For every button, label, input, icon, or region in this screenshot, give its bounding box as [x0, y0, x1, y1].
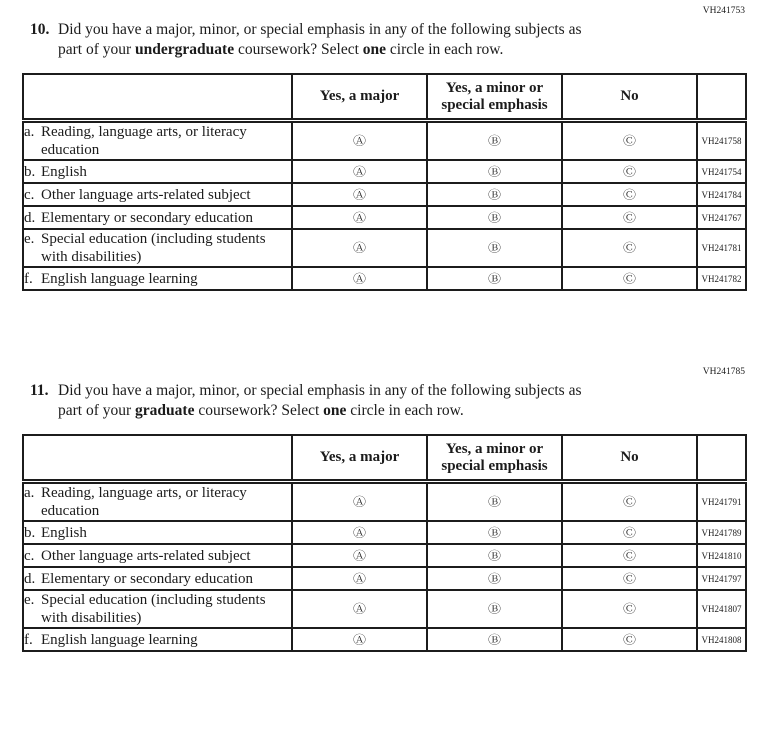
- row-label: Elementary or secondary education: [41, 570, 253, 587]
- row-label-cell: [23, 267, 292, 290]
- answer-bubble-yes-a-major[interactable]: Ⓐ: [352, 211, 366, 225]
- emphasized-text: one: [362, 41, 387, 58]
- answer-cell-no: [562, 544, 697, 567]
- table-row: [23, 229, 746, 267]
- question-10-accession-code: VH241753: [702, 6, 745, 16]
- answer-bubble-no[interactable]: Ⓒ: [622, 272, 636, 286]
- row-accession-code: VH241808: [697, 628, 746, 651]
- row-label-wrap: [24, 631, 291, 649]
- row-label-wrap: [24, 123, 291, 159]
- answer-bubble-no[interactable]: Ⓒ: [622, 633, 636, 647]
- question-11-text: [30, 381, 731, 421]
- answer-bubble-no[interactable]: Ⓒ: [622, 526, 636, 540]
- table-row: [23, 183, 746, 206]
- answer-cell-yes-a-minor-or-special-emphasis: [427, 206, 562, 229]
- question-text-segment: part of your: [58, 41, 136, 58]
- question-10-response-grid: [22, 73, 747, 291]
- answer-cell-no: [562, 267, 697, 290]
- answer-cell-no: [562, 628, 697, 651]
- question-text-segment: Did you have a major, minor, or special emphasis in any of the following subjects as: [58, 21, 582, 38]
- answer-cell-yes-a-minor-or-special-emphasis: [427, 183, 562, 206]
- question-text-segment: circle in each row.: [386, 41, 504, 58]
- answer-cell-yes-a-minor-or-special-emphasis: [427, 590, 562, 628]
- answer-bubble-yes-a-major[interactable]: Ⓐ: [352, 549, 366, 563]
- answer-cell-yes-a-major: [292, 229, 427, 267]
- question-text-segment: coursework? Select: [234, 41, 363, 58]
- table-row: [23, 482, 746, 522]
- row-letter: f.: [24, 270, 33, 287]
- answer-bubble-no[interactable]: Ⓒ: [622, 495, 636, 510]
- answer-cell-yes-a-minor-or-special-emphasis: [427, 121, 562, 161]
- answer-bubble-yes-a-major[interactable]: Ⓐ: [352, 134, 366, 149]
- row-label-cell: [23, 544, 292, 567]
- header-yes-minor-special: Yes, a minor or special emphasis: [427, 435, 562, 482]
- answer-cell-yes-a-minor-or-special-emphasis: [427, 544, 562, 567]
- row-label-wrap: [24, 270, 291, 288]
- answer-cell-yes-a-minor-or-special-emphasis: [427, 482, 562, 522]
- row-label-cell: [23, 206, 292, 229]
- answer-cell-no: [562, 206, 697, 229]
- header-yes-major: Yes, a major: [292, 435, 427, 482]
- row-accession-code: VH241784: [697, 183, 746, 206]
- question-10-number: 10.: [30, 21, 50, 38]
- answer-bubble-no[interactable]: Ⓒ: [622, 241, 636, 256]
- answer-cell-yes-a-major: [292, 521, 427, 544]
- answer-cell-yes-a-major: [292, 482, 427, 522]
- answer-cell-no: [562, 590, 697, 628]
- row-label-cell: [23, 229, 292, 267]
- row-label: Reading, language arts, or literacy education: [41, 124, 247, 158]
- answer-bubble-yes-a-major[interactable]: Ⓐ: [352, 165, 366, 179]
- answer-cell-no: [562, 567, 697, 590]
- row-accession-code: VH241781: [697, 229, 746, 267]
- table-row: [23, 521, 746, 544]
- row-label-wrap: [24, 591, 291, 627]
- row-accession-code: VH241758: [697, 121, 746, 161]
- row-label: English language learning: [41, 631, 198, 648]
- answer-cell-yes-a-minor-or-special-emphasis: [427, 567, 562, 590]
- answer-bubble-no[interactable]: Ⓒ: [622, 211, 636, 225]
- answer-bubble-yes-a-major[interactable]: Ⓐ: [352, 241, 366, 256]
- row-accession-code: VH241797: [697, 567, 746, 590]
- row-letter: d.: [24, 570, 36, 587]
- row-label-cell: [23, 183, 292, 206]
- table-row: [23, 590, 746, 628]
- answer-cell-yes-a-minor-or-special-emphasis: [427, 521, 562, 544]
- answer-cell-yes-a-major: [292, 121, 427, 161]
- answer-cell-yes-a-major: [292, 206, 427, 229]
- question-10-block: [0, 0, 767, 291]
- row-accession-code: VH241767: [697, 206, 746, 229]
- answer-cell-yes-a-major: [292, 628, 427, 651]
- answer-bubble-yes-a-minor-or-special-emphasis[interactable]: Ⓑ: [487, 572, 501, 586]
- question-text-segment: part of your: [58, 402, 136, 419]
- row-letter: a.: [24, 485, 35, 501]
- row-label-cell: [23, 482, 292, 522]
- answer-bubble-yes-a-minor-or-special-emphasis[interactable]: Ⓑ: [487, 602, 501, 617]
- answer-cell-yes-a-major: [292, 183, 427, 206]
- emphasized-text: undergraduate: [135, 41, 235, 58]
- row-label-wrap: [24, 547, 291, 565]
- answer-bubble-yes-a-minor-or-special-emphasis[interactable]: Ⓑ: [487, 272, 501, 286]
- emphasized-text: one: [323, 402, 347, 419]
- answer-bubble-no[interactable]: Ⓒ: [622, 602, 636, 617]
- corner-cell: [23, 435, 292, 482]
- answer-cell-no: [562, 229, 697, 267]
- header-code-column: [697, 435, 746, 482]
- answer-cell-yes-a-major: [292, 544, 427, 567]
- row-label-wrap: [24, 186, 291, 204]
- answer-cell-yes-a-minor-or-special-emphasis: [427, 229, 562, 267]
- answer-bubble-yes-a-major[interactable]: Ⓐ: [352, 633, 366, 647]
- row-label: Special education (including students with disabilities): [41, 592, 266, 626]
- answer-cell-no: [562, 482, 697, 522]
- question-10-text: [30, 20, 731, 60]
- table-row: [23, 544, 746, 567]
- table-row: [23, 160, 746, 183]
- row-accession-code: VH241754: [697, 160, 746, 183]
- row-letter: e.: [24, 592, 35, 608]
- row-label: Elementary or secondary education: [41, 209, 253, 226]
- question-text-segment: coursework? Select: [194, 402, 324, 419]
- corner-cell: [23, 74, 292, 121]
- question-11-response-grid: [22, 434, 747, 652]
- answer-bubble-yes-a-minor-or-special-emphasis[interactable]: Ⓑ: [487, 633, 501, 647]
- answer-cell-no: [562, 521, 697, 544]
- row-label-cell: [23, 567, 292, 590]
- answer-cell-yes-a-minor-or-special-emphasis: [427, 160, 562, 183]
- question-text-segment: circle in each row.: [346, 402, 464, 419]
- question-10-body: [58, 20, 731, 60]
- row-label-wrap: [24, 524, 291, 542]
- answer-bubble-yes-a-minor-or-special-emphasis[interactable]: Ⓑ: [487, 549, 501, 563]
- answer-bubble-yes-a-minor-or-special-emphasis[interactable]: Ⓑ: [487, 526, 501, 540]
- row-label-cell: [23, 160, 292, 183]
- answer-bubble-yes-a-major[interactable]: Ⓐ: [352, 526, 366, 540]
- row-accession-code: VH241807: [697, 590, 746, 628]
- answer-bubble-yes-a-minor-or-special-emphasis[interactable]: Ⓑ: [487, 211, 501, 225]
- emphasized-text: graduate: [135, 402, 195, 419]
- row-accession-code: VH241791: [697, 482, 746, 522]
- answer-bubble-yes-a-minor-or-special-emphasis[interactable]: Ⓑ: [487, 241, 501, 256]
- answer-cell-yes-a-major: [292, 590, 427, 628]
- answer-bubble-yes-a-major[interactable]: Ⓐ: [352, 188, 366, 202]
- answer-bubble-yes-a-major[interactable]: Ⓐ: [352, 602, 366, 617]
- answer-bubble-yes-a-major[interactable]: Ⓐ: [352, 572, 366, 586]
- row-letter: a.: [24, 124, 35, 140]
- question-11-number: 11.: [30, 382, 49, 399]
- row-label-cell: [23, 628, 292, 651]
- row-label: English: [41, 163, 87, 180]
- row-accession-code: VH241810: [697, 544, 746, 567]
- row-letter: c.: [24, 186, 35, 203]
- table-row: [23, 628, 746, 651]
- row-label-wrap: [24, 484, 291, 520]
- header-row: [23, 74, 746, 121]
- answer-bubble-yes-a-minor-or-special-emphasis[interactable]: Ⓑ: [487, 134, 501, 149]
- row-label-cell: [23, 590, 292, 628]
- question-text-segment: Did you have a major, minor, or special emphasis in any of the following subjects as: [58, 382, 582, 399]
- answer-bubble-yes-a-major[interactable]: Ⓐ: [352, 495, 366, 510]
- table-row: [23, 267, 746, 290]
- answer-cell-yes-a-major: [292, 567, 427, 590]
- header-code-column: [697, 74, 746, 121]
- row-accession-code: VH241782: [697, 267, 746, 290]
- row-letter: e.: [24, 231, 35, 247]
- answer-cell-yes-a-minor-or-special-emphasis: [427, 628, 562, 651]
- question-11-accession-code: VH241785: [702, 367, 745, 377]
- answer-bubble-no[interactable]: Ⓒ: [622, 549, 636, 563]
- table-row: [23, 121, 746, 161]
- row-label-wrap: [24, 570, 291, 588]
- row-accession-code: VH241789: [697, 521, 746, 544]
- answer-cell-no: [562, 121, 697, 161]
- row-label: Reading, language arts, or literacy education: [41, 485, 247, 519]
- row-label-wrap: [24, 209, 291, 227]
- answer-bubble-no[interactable]: Ⓒ: [622, 572, 636, 586]
- header-yes-major: Yes, a major: [292, 74, 427, 121]
- answer-bubble-yes-a-minor-or-special-emphasis[interactable]: Ⓑ: [487, 495, 501, 510]
- header-yes-minor-special: Yes, a minor or special emphasis: [427, 74, 562, 121]
- table-row: [23, 567, 746, 590]
- row-label: Other language arts-related subject: [41, 186, 251, 203]
- answer-bubble-yes-a-minor-or-special-emphasis[interactable]: Ⓑ: [487, 188, 501, 202]
- answer-cell-yes-a-major: [292, 267, 427, 290]
- answer-bubble-yes-a-minor-or-special-emphasis[interactable]: Ⓑ: [487, 165, 501, 179]
- row-letter: c.: [24, 547, 35, 564]
- answer-cell-no: [562, 160, 697, 183]
- row-letter: d.: [24, 209, 36, 226]
- row-label: Other language arts-related subject: [41, 547, 251, 564]
- header-row: [23, 435, 746, 482]
- row-label-wrap: [24, 230, 291, 266]
- row-letter: b.: [24, 163, 36, 180]
- row-label: Special education (including students with disabilities): [41, 231, 266, 265]
- question-11-body: [58, 381, 731, 421]
- answer-cell-yes-a-major: [292, 160, 427, 183]
- row-letter: f.: [24, 631, 33, 648]
- header-no: No: [562, 74, 697, 121]
- answer-cell-no: [562, 183, 697, 206]
- answer-bubble-no[interactable]: Ⓒ: [622, 165, 636, 179]
- row-label: English language learning: [41, 270, 198, 287]
- question-11-block: [0, 361, 767, 652]
- table-row: [23, 206, 746, 229]
- row-letter: b.: [24, 524, 36, 541]
- answer-bubble-yes-a-major[interactable]: Ⓐ: [352, 272, 366, 286]
- header-no: No: [562, 435, 697, 482]
- row-label-cell: [23, 121, 292, 161]
- row-label-wrap: [24, 163, 291, 181]
- answer-bubble-no[interactable]: Ⓒ: [622, 188, 636, 202]
- answer-cell-yes-a-minor-or-special-emphasis: [427, 267, 562, 290]
- answer-bubble-no[interactable]: Ⓒ: [622, 134, 636, 149]
- row-label-cell: [23, 521, 292, 544]
- row-label: English: [41, 524, 87, 541]
